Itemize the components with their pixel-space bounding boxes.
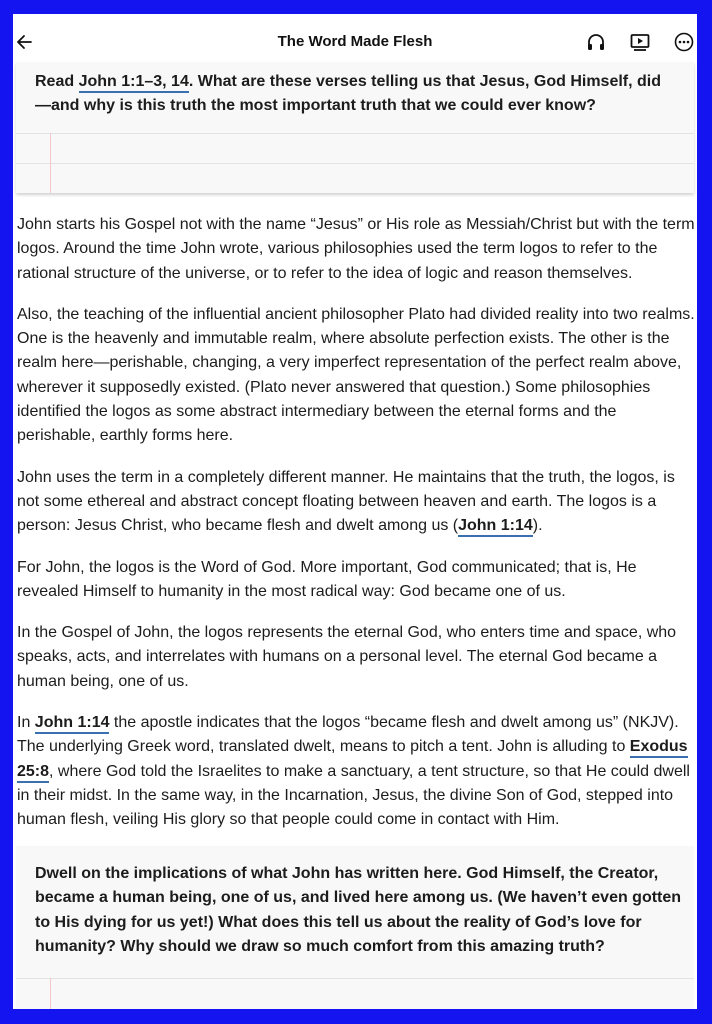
headphones-icon[interactable]	[585, 31, 607, 53]
paragraph-text: ).	[532, 517, 543, 535]
paragraph	[17, 711, 695, 832]
answer-area[interactable]	[16, 134, 694, 193]
paragraph-text: In	[17, 714, 35, 732]
play-screen-icon[interactable]	[629, 31, 651, 53]
app-window	[13, 14, 697, 1009]
paragraph: Also, the teaching of the influential ancient philosopher Plato had divided reality into two realms. One is the heavenly and immutable realm, where absolute perfection exists. The other is the realm here—perishable, changing, a very imperfect representation of the perfect realm above, wherever it supposedly existed. (Plato never answered that question.) Some philosophies identified the logos as some abstract intermediary between the eternal forms and the perishable, earthly forms here.	[17, 305, 695, 445]
paragraph-text: , where God told the Israelites to make a sanctuary, a tent structure, so that He could dwell in their midst. In the same way, in the Incarnation, Jesus, the divine Son of God, stepped into human flesh, veiling His glory so that people could come in contact with Him.	[17, 762, 690, 829]
paragraph	[17, 466, 695, 539]
scripture-link-john-1-14[interactable]: John 1:14	[35, 714, 110, 734]
scripture-link-john-1-1-3-14[interactable]: John 1:1–3, 14	[79, 73, 189, 93]
more-horizontal-icon[interactable]	[673, 31, 695, 53]
page-title: The Word Made Flesh	[277, 33, 433, 50]
question-prefix: Read	[35, 73, 79, 90]
question-text	[35, 70, 675, 118]
paragraph-text: the apostle indicates that the logos “became flesh and dwelt among us” (NKJV). The underlying Greek word, translated dwelt, means to pitch a tent. John is alluding to	[17, 714, 679, 756]
question-card-2	[16, 846, 694, 1009]
scripture-link-exodus-25-8[interactable]: Exodus 25:8	[17, 738, 688, 782]
question-suffix: . What are these verses telling us that Jesus, God Himself, did—and why is this truth the most important truth that we could ever know?	[35, 73, 661, 114]
question-card	[16, 62, 694, 193]
answer-area[interactable]	[16, 979, 694, 1009]
lesson-body	[17, 213, 695, 850]
paragraph: In the Gospel of John, the logos represents the eternal God, who enters time and space, who speaks, acts, and interrelates with humans on a personal level. The eternal God became a human being, one of us.	[17, 624, 677, 690]
paragraph: For John, the logos is the Word of God. More important, God communicated; that is, He revealed Himself to humanity in the most radical way: God became one of us.	[17, 558, 637, 600]
paragraph-text: John uses the term in a completely different manner. He maintains that the truth, the logos, is not some ethereal and abstract concept floating between heaven and earth. The logos is a person: Jesus Christ, who became flesh and dwelt among us (	[17, 468, 675, 535]
question-text: Dwell on the implications of what John has written here. God Himself, the Creator, became a human being, one of us, and lived here among us. (We haven’t even gotten to His dying for us yet!) What does this tell us about the reality of God’s love for humanity? Why should we draw so much comfort from this amazing truth?	[35, 865, 682, 955]
paragraph: John starts his Gospel not with the name “Jesus” or His role as Messiah/Christ but with the term logos. Around the time John wrote, various philosophies used the term logos to refer to the rational structure of the universe, or to refer to the idea of logic and reason themselves.	[17, 216, 695, 282]
scripture-link-john-1-14[interactable]: John 1:14	[458, 517, 533, 537]
